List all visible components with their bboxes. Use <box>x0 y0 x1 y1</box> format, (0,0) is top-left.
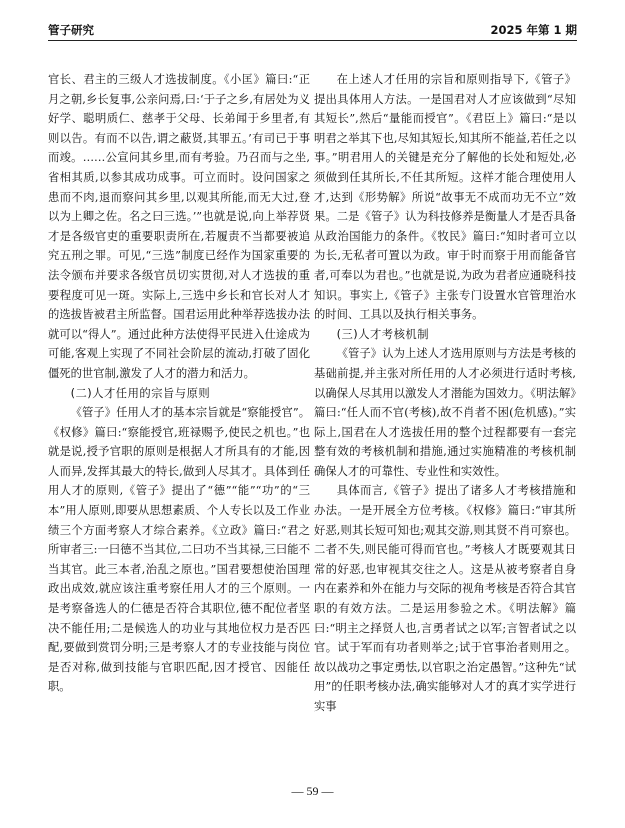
left-column <box>48 70 310 770</box>
issue-label: 2025 年第 1 期 <box>490 23 577 37</box>
paragraph: 具体而言,《管子》提出了诸多人才考核措施和办法。一是开展全方位考核。《权修》篇曰:“审其所好恶,则其长短可知也;观其交游,则其贤不肖可察也。二者不失,则民能可得而官也。”考核人才既要观其日常的好恶,也审视其交往之人。这是从被考察者自身内在素养和外在能力与交际的视角考核是否符合其官职的有效方法。二是运用参验之术。《明法解》篇曰:“明主之择贤人也,言勇者试之以军;言智者试之以官。试于军而有功者则举之;试于官事治者则用之。故以战功之事定勇怯,以官职之治定愚智。”这种先“试用”的任职考核办法,确实能够对人才的真才实学进行实事 <box>314 484 576 713</box>
paragraph: 《管子》任用人才的基本宗旨就是“察能授官”。《权修》篇曰:“察能授官,班禄赐予,使民之机也。”也就是说,授予官职的原则是根据人才所具有的才能,因人而异,发挥其最大的特长,做到人尽其才。具体到任用人才的原则,《管子》提出了“德”“能”“功”的“三本”用人原则,即要从思想素质、个人专长以及工作业绩三个方面考察人才综合素养。《立政》篇曰:“君之所审者三:一曰德不当其位,二曰功不当其禄,三曰能不当其官。此三本者,治乱之原也。”国君要想使治国理政出成效,就应该注重考察任用人才的三个原则。一是考察备选人的仁德是否符合其职位,德不配位者坚决不能任用;二是候选人的功业与其地位权力是否匹配,要做到赏罚分明;三是考察人才的专业技能与岗位是否对称,做到技能与官职匹配,因才授官、因能任职。 <box>48 406 310 694</box>
paragraph: 官长、君主的三级人才选拔制度。《小匡》篇曰:“正月之朝,乡长复事,公亲问焉,曰:‘于子之乡,有居处为义好学、聪明质仁、慈孝于父母、长弟闻于乡里者,有则以告。有而不以告,谓之蔽贤,其罪五。’有司已于事而竣。……公宣问其乡里,而有考验。乃召而与之坐,省相其质,以参其成功成事。可立而时。设问国家之患而不肉,退而察问其乡里,以观其所能,而无大过,登以为上卿之佐。名之曰三选。’”也就是说,向上举荐贤才是各级官吏的重要职责所在,若履责不当都要被追究五刑之罪。可见,“三选”制度已经作为国家重要的法令颁布并要求各级官员切实贯彻,对人才选拔的重要程度可见一斑。实际上,三选中乡长和官长对人才的选拔皆被君主所监督。国君运用此种举荐选拔办法就可以“得人”。通过此种方法使得平民进入仕途成为可能,客观上实现了不同社会阶层的流动,打破了固化僵死的世官制,激发了人才的潜力和活力。 <box>48 73 310 380</box>
section-heading: (三)人才考核机制 <box>336 327 429 341</box>
right-column <box>314 70 576 770</box>
journal-title: 管子研究 <box>48 23 94 37</box>
running-header <box>48 20 577 41</box>
page-number: — 59 — <box>291 784 334 798</box>
section-heading: (二)人才任用的宗旨与原则 <box>70 386 211 400</box>
paragraph: 《管子》认为上述人才选用原则与方法是考核的基础前提,并主张对所任用的人才必须进行适时考核,以确保人尽其用以激发人才潜能为国效力。《明法解》篇曰:“任人而不官(考核),故不肖者不困(危机感)。”实际上,国君在人才选拔任用的整个过程都要有一套完整有效的考核机制和措施,通过实施精准的考核机制确保人才的可靠性、专业性和实效性。 <box>314 347 576 478</box>
paragraph: 在上述人才任用的宗旨和原则指导下,《管子》提出具体用人方法。一是国君对人才应该做到“尽知其短长”,然后“量能而授官”。《君臣上》篇曰:“是以明君之举其下也,尽知其短长,知其所不能益,若任之以事。”明君用人的关键是充分了解他的长处和短处,必须做到任其所长,不任其所短。这样才能合理使用人才,达到《形势解》所说“故事无不成而功无不立”效果。二是《管子》认为科技修养是衡量人才是否具备从政治国能力的条件。《牧民》篇曰:“知时者可立以为长,无私者可置以为政。审于时而察于用而能备官者,可奉以为君也。”也就是说,为政为君者应通晓科技知识。事实上,《管子》主张专门设置水官管理治水的时间、工具以及执行相关事务。 <box>314 73 576 322</box>
